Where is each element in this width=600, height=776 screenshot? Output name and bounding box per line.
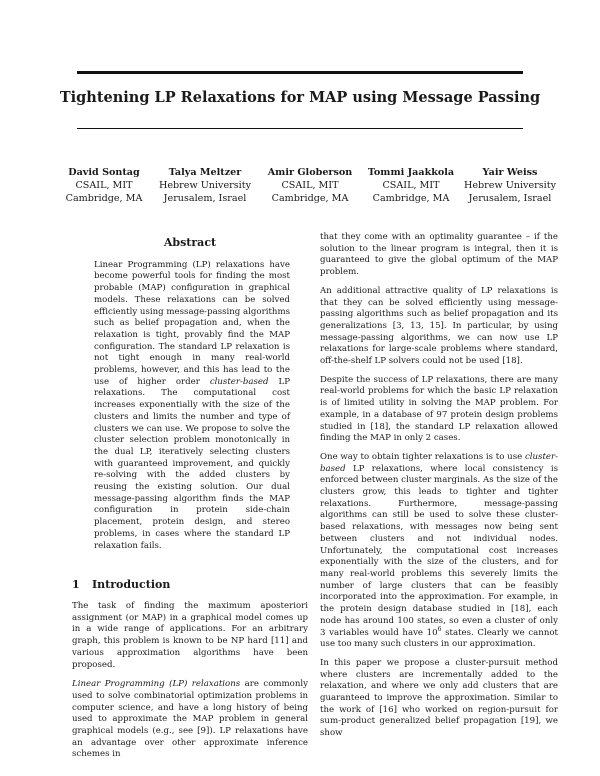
author-name: David Sontag [68,167,140,178]
body-text-part: states. Clearly we cannot use too many such clusters in our approximation. [320,627,559,650]
intro-paragraph [72,679,308,761]
abstract-text [94,260,290,553]
left-column [72,232,308,769]
author-affiliation: CSAIL, MIT [75,180,133,191]
author-location: Cambridge, MA [372,193,450,204]
author-location: Cambridge, MA [271,193,349,204]
author-affiliation: CSAIL, MIT [382,180,440,191]
author-name: Talya Meltzer [168,167,242,178]
author-affiliation: CSAIL, MIT [281,180,339,191]
title-rule-top [77,71,523,74]
intro-text-part: are commonly used to solve combinatorial optimization problems in computer science, and have a long history of being used to approximate the MAP problem in general graphical models (e.g., see [9]). LP relaxations have an advantage over other approximate inference schemes in [72,679,308,760]
author-name: Tommi Jaakkola [367,167,455,178]
author-name: Amir Globerson [267,167,353,178]
body-paragraph: that they come with an optimality guarantee – if the solution to the linear program is integral, then it is guaranteed to give the global optimum of the MAP problem. [320,232,558,278]
right-column [320,232,558,747]
title-rule-bottom [77,128,523,129]
exponent: 6 [437,625,442,633]
author-location: Jerusalem, Israel [163,193,247,204]
body-text-part: LP relaxations, where local consistency is enforced between cluster marginals. As the size of the clusters grow, this leads to tighter and tighter relaxations. Furthermore, message-passing algorithms can still be used to solve these cluster-based relaxations, with messages now being sent between clusters and not individual nodes. Unfortunately, the computational cost increases exponentially with the size of the clusters, and for many real-world problems this severely limits the number of large clusters that can be feasibly incorporated into the approximation. For example, in the protein design database studied in [18], each node has around 100 states, so even a cluster of only 3 variables would have 10 [320,463,558,638]
body-paragraph [320,452,558,651]
body-text-part: One way to obtain tighter relaxations is to use [320,451,525,462]
author-name: Yair Weiss [482,167,538,178]
paper-title: Tightening LP Relaxations for MAP using Message Passing [59,89,541,106]
body-paragraph: In this paper we propose a cluster-pursuit method where clusters are incrementally added to the relaxation, and where we only add clusters that are guaranteed to improve the approximation. Similar to the work of [16] who worked on region-pursuit for sum-product generalized belief propagation [19], we show [320,657,558,739]
body-paragraph: An additional attractive quality of LP relaxations is that they can be solved efficiently using message-passing algorithms such as belief propagation and its generalizations [3, 13, 15]. In particular, by using message-passing algorithms, we can now use LP relaxations for large-scale problems where standard, off-the-shelf LP solvers could not be used [18]. [320,285,558,367]
author-affiliation: Hebrew University [464,180,556,191]
section-number: 1 [72,578,80,592]
author-block [356,166,466,205]
intro-emphasis: Linear Programming (LP) relaxations [72,679,241,690]
abstract-heading: Abstract [163,236,217,249]
author-affiliation: Hebrew University [159,180,251,191]
body-paragraph: Despite the success of LP relaxations, there are many real-world problems for which the basic LP relaxation is of limited utility in solving the MAP problem. For example, in a database of 97 protein design problems studied in [18], the standard LP relaxation allowed finding the MAP in only 2 cases. [320,374,558,444]
author-block [150,166,260,205]
section-heading-introduction [72,579,308,591]
section-title: Introduction [92,578,171,592]
author-block [49,166,159,205]
author-location: Jerusalem, Israel [468,193,552,204]
body-emphasis: cluster-based [320,451,558,474]
abstract-emphasis: cluster-based [209,376,269,387]
abstract-text-part: Linear Programming (LP) relaxations have become powerful tools for finding the most probable (MAP) configuration in graphical models. These relaxations can be solved efficiently using message-passing algorithms such as belief propagation and, when the relaxation is tight, provably find the MAP configuration. The standard LP relaxation is not tight enough in many real-world problems, however, and this has lead to the use of higher order [94,259,290,387]
author-location: Cambridge, MA [65,193,143,204]
author-block [255,166,365,205]
author-block [455,166,565,205]
abstract-text-part: LP relaxations. The computational cost increases exponentially with the size of the clusters and limits the number and type of clusters we can use. We propose to solve the cluster selection problem monotonically in the dual LP, iteratively selecting clusters with guaranteed improvement, and quickly re-solving with the added clusters by reusing the existing solution. Our dual message-passing algorithm finds the MAP configuration in protein side-chain placement, protein design, and stereo problems, in cases where the standard LP relaxation fails. [94,376,290,551]
intro-paragraph: The task of finding the maximum aposteriori assignment (or MAP) in a graphical model comes up in a wide range of applications. For an arbitrary graph, this problem is known to be NP hard [11] and various approximation algorithms have been proposed. [72,600,308,670]
